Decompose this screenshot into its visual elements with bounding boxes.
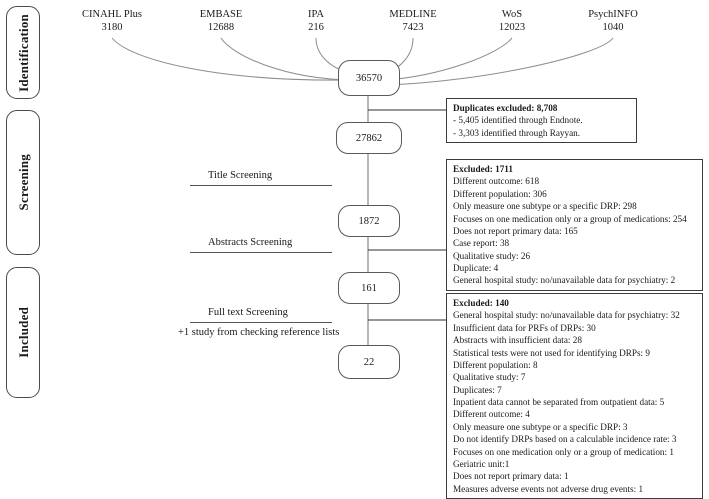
node-after-duplicates-removed	[336, 122, 402, 154]
source-count: 216	[308, 22, 324, 34]
node-value: 1872	[358, 215, 380, 227]
source-count: 12023	[498, 22, 526, 34]
source-name: IPA	[308, 9, 324, 20]
exclusion-title: Excluded: 1711	[453, 164, 513, 174]
source-count: 1040	[602, 22, 624, 34]
exclusion-item: Statistical tests were not used for identifying DRPs: 9	[453, 347, 650, 358]
stage-label: Included	[15, 307, 31, 358]
exclusion-item: Does not report primary data: 1	[453, 471, 569, 482]
exclusion-item: Abstracts with insufficient data: 28	[453, 335, 582, 346]
node-value: 27862	[355, 132, 383, 144]
edge-embase-to-identified	[221, 38, 352, 80]
node-value: 36570	[355, 72, 383, 84]
source-count: 3180	[101, 22, 123, 34]
source-count: 7423	[402, 22, 424, 34]
node-after-abstract-screening	[338, 272, 400, 304]
exclusion-item: General hospital study: no/unavailable data for psychiatry: 2	[453, 275, 676, 286]
exclusion-item: Do not identify DRPs based on a calculable incidence rate: 3	[453, 434, 677, 445]
exclusion-item: Different outcome: 618	[453, 176, 540, 187]
exclusion-item: Different outcome: 4	[453, 409, 530, 420]
exclusion-item: - 5,405 identified through Endnote.	[453, 115, 583, 126]
source-name: WoS	[501, 9, 523, 20]
exclusion-item: Case report: 38	[453, 238, 510, 249]
edge-wos-to-identified	[386, 38, 512, 80]
step-label-full-text-screening: Full text Screening	[190, 307, 332, 323]
source-name: MEDLINE	[389, 9, 437, 20]
node-studies-included	[338, 345, 400, 379]
source-ipa	[266, 8, 366, 34]
exclusion-item: - 3,303 identified through Rayyan.	[453, 127, 581, 138]
source-medline	[363, 8, 463, 34]
stage-identification	[6, 6, 40, 99]
exclusion-item: Focuses on one medication only or a group of medication: 1	[453, 446, 674, 457]
exclusion-item: Qualitative study: 26	[453, 250, 531, 261]
exclusion-item: Geriatric unit:1	[453, 458, 510, 469]
step-label-title-screening: Title Screening	[190, 170, 332, 186]
exclusion-box-duplicates	[446, 98, 637, 143]
exclusion-item: Focuses on one medication only or a group of medications: 254	[453, 213, 687, 224]
source-cinahl-plus	[62, 8, 162, 34]
stage-label: Identification	[15, 13, 31, 92]
source-name: CINAHL Plus	[82, 9, 142, 20]
exclusion-item: Different population: 306	[453, 188, 547, 199]
source-count: 12688	[207, 22, 235, 34]
exclusion-box-title-screening	[446, 159, 703, 291]
node-after-title-screening	[338, 205, 400, 237]
stage-label: Screening	[15, 154, 31, 211]
edge-psychinfo-to-identified	[386, 38, 613, 85]
exclusion-item: Different population: 8	[453, 359, 538, 370]
step-label-abstracts-screening: Abstracts Screening	[190, 237, 332, 253]
source-name: EMBASE	[199, 9, 243, 20]
node-value: 161	[361, 282, 377, 294]
source-wos	[462, 8, 562, 34]
exclusion-item: Insufficient data for PRFs of DRPs: 30	[453, 322, 596, 333]
exclusion-item: Only measure one subtype or a specific DRP: 298	[453, 201, 637, 212]
exclusion-title: Excluded: 140	[453, 298, 509, 308]
source-psychinfo	[563, 8, 663, 34]
step-label-reference-list-addition: +1 study from checking reference lists	[178, 327, 340, 338]
exclusion-item: Duplicate: 4	[453, 263, 499, 273]
exclusion-item: Duplicates: 7	[453, 384, 502, 395]
exclusion-item: Only measure one subtype or a specific DRP: 3	[453, 421, 628, 432]
exclusion-item: Inpatient data cannot be separated from outpatient data: 5	[453, 397, 665, 407]
stage-included	[6, 267, 40, 398]
exclusion-item: Qualitative study: 7	[453, 372, 526, 383]
exclusion-item: Measures adverse events not adverse drug events: 1	[453, 483, 644, 494]
exclusion-box-full-text-screening	[446, 293, 703, 499]
stage-screening	[6, 110, 40, 255]
node-records-identified	[338, 60, 400, 96]
source-embase	[171, 8, 271, 34]
source-name: PsychINFO	[588, 9, 638, 20]
node-value: 22	[363, 356, 375, 368]
exclusion-item: General hospital study: no/unavailable data for psychiatry: 32	[453, 310, 680, 321]
edge-cinahl-to-identified	[112, 38, 352, 80]
exclusion-item: Does not report primary data: 165	[453, 225, 578, 236]
exclusion-title: Duplicates excluded: 8,708	[453, 103, 558, 113]
